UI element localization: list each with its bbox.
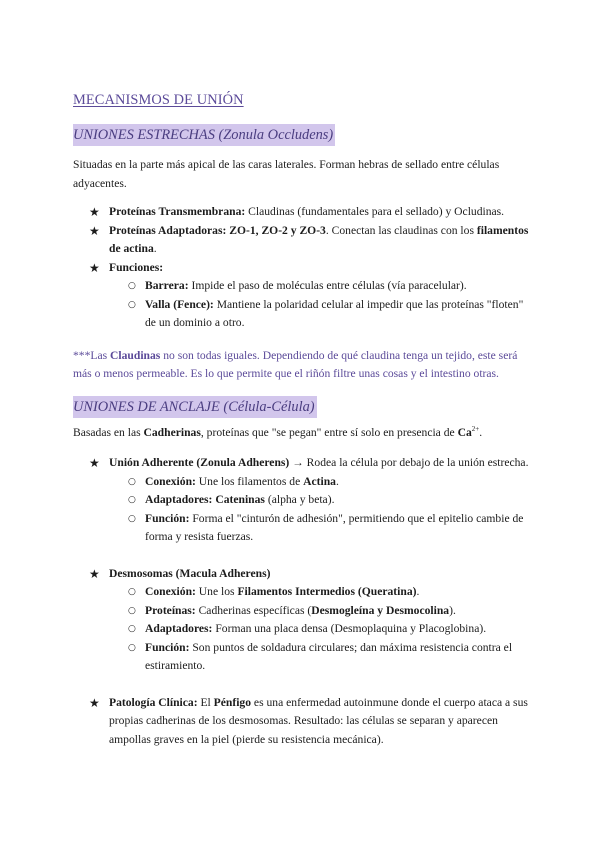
item-text: Forma el "cinturón de adhesión", permitiendo que el epitelio cambie de forma y resista fuerzas. bbox=[145, 511, 524, 543]
bold-label: Barrera: bbox=[145, 279, 189, 292]
circle-icon: ○ bbox=[128, 476, 136, 487]
item-text-end: . bbox=[335, 474, 339, 488]
item-text: Impide el paso de moléculas entre células (vía paracelular). bbox=[188, 279, 467, 292]
bold-label: Valla (Fence): bbox=[145, 297, 214, 311]
section-heading-uniones-anclaje: UNIONES DE ANCLAJE (Célula-Célula) bbox=[73, 396, 317, 418]
bold-label: Adaptadores: Cateninas bbox=[145, 493, 265, 506]
list-item bbox=[73, 454, 533, 547]
bold-label: Conexión: bbox=[145, 585, 196, 598]
list-item bbox=[73, 565, 533, 676]
calcium-charge: 2+ bbox=[471, 424, 480, 433]
intro-paragraph bbox=[73, 156, 533, 193]
item-text: Rodea la célula por debajo de la unión estrecha. bbox=[306, 456, 529, 469]
bullet-list-desmosomas bbox=[73, 565, 533, 676]
calcium-symbol: Ca bbox=[457, 425, 472, 439]
bold-label: Proteínas Adaptadoras: ZO-1, ZO-2 y ZO-3 bbox=[109, 223, 326, 237]
bold-label: Proteínas: bbox=[145, 603, 196, 617]
intro-bold: Cadherinas bbox=[143, 425, 201, 439]
note-bold: Claudinas bbox=[110, 348, 161, 362]
item-text-end: es una enfermedad autoinmune donde el cuerpo ataca a sus propias cadherinas de los desmosomas. Resultado: las células se separan y aparecen ampollas graves en la piel (pierde su resistencia mecánica). bbox=[109, 695, 528, 746]
bullet-list-patologia bbox=[73, 694, 533, 750]
bold-label: Desmosomas (Macula Adherens) bbox=[109, 566, 271, 580]
note-prefix: ***Las bbox=[73, 348, 111, 362]
circle-icon: ○ bbox=[128, 281, 136, 291]
list-item bbox=[73, 694, 533, 750]
sub-list-item bbox=[109, 277, 533, 296]
sub-list-item bbox=[109, 296, 533, 333]
star-icon: ★ bbox=[89, 456, 100, 470]
item-text: Son puntos de soldadura circulares; dan máxima resistencia contra el estiramiento. bbox=[145, 640, 513, 672]
bullet-list-adherente bbox=[73, 454, 533, 547]
list-item bbox=[73, 203, 533, 222]
item-text: Une los filamentos de bbox=[195, 474, 304, 488]
circle-icon: ○ bbox=[128, 299, 136, 310]
item-text: Une los bbox=[195, 585, 238, 598]
bold-label: Conexión: bbox=[145, 474, 196, 488]
item-text: Cadherinas específicas ( bbox=[195, 603, 312, 617]
bullet-list-estrechas bbox=[73, 203, 533, 333]
intro-paragraph-anclaje bbox=[73, 424, 533, 443]
star-icon: ★ bbox=[89, 223, 100, 238]
list-item bbox=[73, 222, 533, 259]
item-text-end: . bbox=[416, 585, 420, 598]
star-icon: ★ bbox=[89, 260, 100, 275]
circle-icon: ○ bbox=[128, 605, 136, 616]
sub-list-item bbox=[109, 639, 533, 676]
note-paragraph bbox=[73, 347, 533, 384]
bold-label: Funciones: bbox=[109, 260, 164, 274]
bold-label: Adaptadores: bbox=[145, 622, 213, 635]
item-text: Claudinas (fundamentales para el sellado) y Ocludinas. bbox=[245, 205, 505, 218]
intro-text: , proteínas que "se pegan" entre sí solo en presencia de bbox=[200, 425, 458, 439]
bold-label: Función: bbox=[145, 511, 190, 525]
item-text: . Conectan las claudinas con los bbox=[325, 223, 477, 237]
bold-label: Unión Adherente (Zonula Adherens) bbox=[109, 456, 290, 469]
bold-term: filamentos de actina bbox=[109, 223, 529, 255]
circle-icon: ○ bbox=[128, 587, 136, 597]
sub-list-adherente bbox=[109, 473, 533, 547]
circle-icon: ○ bbox=[128, 642, 136, 653]
sub-list-item bbox=[109, 620, 533, 639]
star-icon: ★ bbox=[89, 695, 100, 710]
sub-list-funciones bbox=[109, 277, 533, 333]
list-item bbox=[73, 259, 533, 333]
item-text: Mantiene la polaridad celular al impedir que las proteínas "floten" de un dominio a otro. bbox=[145, 297, 524, 329]
bold-term: Pénfigo bbox=[213, 695, 252, 709]
sub-list-desmosomas bbox=[109, 583, 533, 676]
sub-list-item bbox=[109, 583, 533, 602]
circle-icon: ○ bbox=[128, 624, 136, 634]
bold-term: Filamentos Intermedios (Queratina) bbox=[237, 585, 417, 598]
item-text: El bbox=[197, 695, 214, 709]
bold-label: Proteínas Transmembrana: bbox=[109, 205, 246, 218]
sub-list-item bbox=[109, 510, 533, 547]
bold-label: Patología Clínica: bbox=[109, 695, 198, 709]
item-text: Forman una placa densa (Desmoplaquina y Placoglobina). bbox=[212, 622, 487, 635]
bold-term: Actina bbox=[303, 474, 336, 488]
bold-label: Función: bbox=[145, 640, 190, 654]
intro-end: . bbox=[479, 425, 483, 439]
item-text: (alpha y beta). bbox=[264, 493, 335, 506]
document-content bbox=[73, 88, 533, 749]
item-text-end: ). bbox=[449, 603, 456, 617]
star-icon: ★ bbox=[89, 566, 100, 581]
circle-icon: ○ bbox=[128, 495, 136, 505]
document-title: MECANISMOS DE UNIÓN bbox=[73, 92, 244, 108]
sub-list-item bbox=[109, 602, 533, 621]
star-icon: ★ bbox=[89, 205, 100, 219]
arrow-icon: → bbox=[289, 456, 307, 469]
bold-term: Desmogleína y Desmocolina bbox=[311, 603, 450, 617]
item-text-end: . bbox=[153, 242, 157, 255]
section-heading-uniones-estrechas: UNIONES ESTRECHAS (Zonula Occludens) bbox=[73, 124, 335, 146]
circle-icon: ○ bbox=[128, 513, 136, 524]
note-text: no son todas iguales. Dependiendo de qué claudina tenga un tejido, este será más o menos permeable. Es lo que permite que el riñón filtre unas cosas y el intestino otras. bbox=[73, 348, 518, 380]
intro-prefix: Basadas en las bbox=[73, 425, 144, 439]
intro-text: Situadas en la parte más apical de las caras laterales. Forman hebras de sellado entre células adyacentes. bbox=[73, 158, 500, 190]
sub-list-item bbox=[109, 473, 533, 492]
sub-list-item bbox=[109, 491, 533, 510]
